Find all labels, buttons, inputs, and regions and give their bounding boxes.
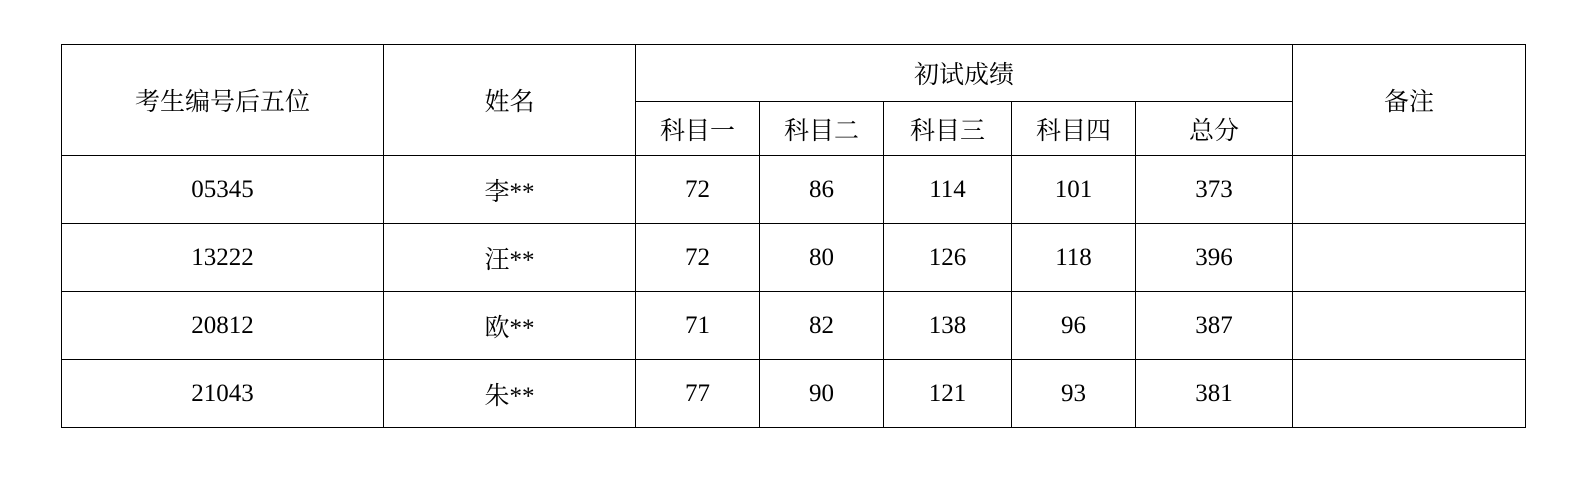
cell-candidate-id: 05345 (62, 156, 384, 224)
cell-subject-4: 96 (1012, 292, 1136, 360)
cell-name: 李** (384, 156, 636, 224)
table-row (62, 360, 1526, 428)
table-header (62, 45, 1526, 156)
header-subject-4: 科目四 (1012, 102, 1136, 156)
header-name: 姓名 (384, 45, 636, 156)
cell-subject-1: 72 (636, 224, 760, 292)
cell-remark (1293, 224, 1526, 292)
cell-subject-3: 126 (884, 224, 1012, 292)
header-subject-2: 科目二 (760, 102, 884, 156)
cell-total: 396 (1136, 224, 1293, 292)
header-candidate-id: 考生编号后五位 (62, 45, 384, 156)
cell-total: 373 (1136, 156, 1293, 224)
header-group-scores: 初试成绩 (636, 45, 1293, 102)
cell-candidate-id: 21043 (62, 360, 384, 428)
cell-subject-4: 93 (1012, 360, 1136, 428)
header-subject-3: 科目三 (884, 102, 1012, 156)
cell-remark (1293, 292, 1526, 360)
table-row (62, 292, 1526, 360)
cell-subject-2: 86 (760, 156, 884, 224)
cell-subject-4: 101 (1012, 156, 1136, 224)
cell-subject-3: 121 (884, 360, 1012, 428)
cell-total: 387 (1136, 292, 1293, 360)
cell-subject-2: 90 (760, 360, 884, 428)
header-remark: 备注 (1293, 45, 1526, 156)
cell-candidate-id: 13222 (62, 224, 384, 292)
cell-remark (1293, 360, 1526, 428)
cell-candidate-id: 20812 (62, 292, 384, 360)
table-row (62, 224, 1526, 292)
cell-remark (1293, 156, 1526, 224)
cell-subject-3: 138 (884, 292, 1012, 360)
cell-subject-4: 118 (1012, 224, 1136, 292)
header-subject-1: 科目一 (636, 102, 760, 156)
cell-subject-3: 114 (884, 156, 1012, 224)
cell-total: 381 (1136, 360, 1293, 428)
cell-name: 汪** (384, 224, 636, 292)
cell-subject-1: 72 (636, 156, 760, 224)
table-row (62, 156, 1526, 224)
exam-score-table (61, 44, 1526, 428)
cell-subject-2: 82 (760, 292, 884, 360)
cell-subject-1: 71 (636, 292, 760, 360)
header-total: 总分 (1136, 102, 1293, 156)
table-body (62, 156, 1526, 428)
cell-name: 朱** (384, 360, 636, 428)
cell-name: 欧** (384, 292, 636, 360)
score-table-container (61, 44, 1525, 428)
cell-subject-2: 80 (760, 224, 884, 292)
cell-subject-1: 77 (636, 360, 760, 428)
